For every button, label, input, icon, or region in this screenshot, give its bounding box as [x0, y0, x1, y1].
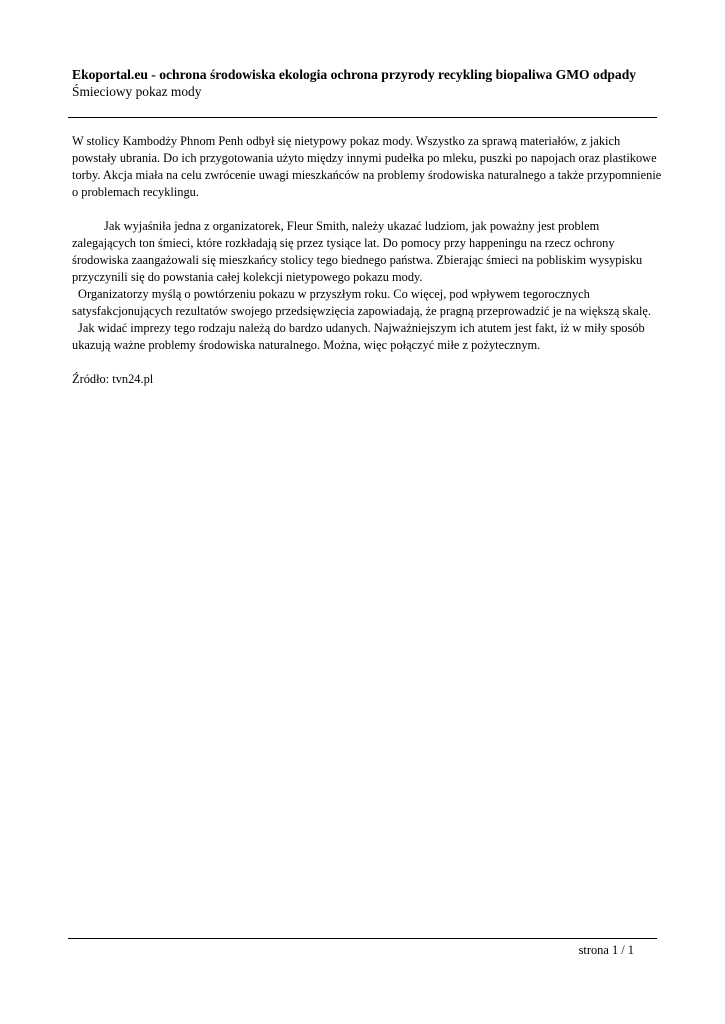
paragraph-organizer: Jak wyjaśniła jedna z organizatorek, Fleur Smith, należy ukazać ludziom, jak poważny jest problem zalegających ton śmieci, które rozkładają się przez tysiące lat. Do pomocy przy happeningu na rzecz ochrony środowiska zaangażowali się mieszkańcy stolicy tego biednego państwa. Zbierając śmieci na pobliskim wysypisku przyczynili się do powstania całej kolekcji nietypowego pokazu mody. — [72, 219, 643, 284]
source-line: Źródło: tvn24.pl — [72, 372, 154, 386]
page-number: strona 1 / 1 — [578, 943, 634, 957]
paragraph-conclusion: Jak widać imprezy tego rodzaju należą do bardzo udanych. Najważniejszym ich atutem jest fakt, iż w miły sposób ukazują ważne problemy środowiska naturalnego. Można, więc połączyć miłe z pożytecznym. — [72, 321, 645, 352]
article-body — [72, 133, 662, 388]
article-title: Śmieciowy pokaz mody — [72, 84, 202, 99]
site-title: Ekoportal.eu - ochrona środowiska ekologia ochrona przyrody recykling biopaliwa GMO odpady — [72, 67, 637, 82]
header-divider — [68, 117, 657, 118]
paragraph-next-year: Organizatorzy myślą o powtórzeniu pokazu w przyszłym roku. Co więcej, pod wpływem tegorocznych satysfakcjonujących rezultatów swojego przedsięwzięcia zapowiadają, że pragną przeprowadzić je na większą skalę. — [72, 287, 651, 318]
paragraph-intro: W stolicy Kambodży Phnom Penh odbył się nietypowy pokaz mody. Wszystko za sprawą materiałów, z jakich powstały ubrania. Do ich przygotowania użyto między innymi pudełka po mleku, puszki po napojach oraz plastikowe torby. Akcja miała na celu zwrócenie uwagi mieszkańców na problemy środowiska naturalnego a także przypomnienie o problemach recyklingu. — [72, 134, 662, 199]
footer-divider — [68, 938, 657, 939]
page-header — [72, 66, 662, 100]
